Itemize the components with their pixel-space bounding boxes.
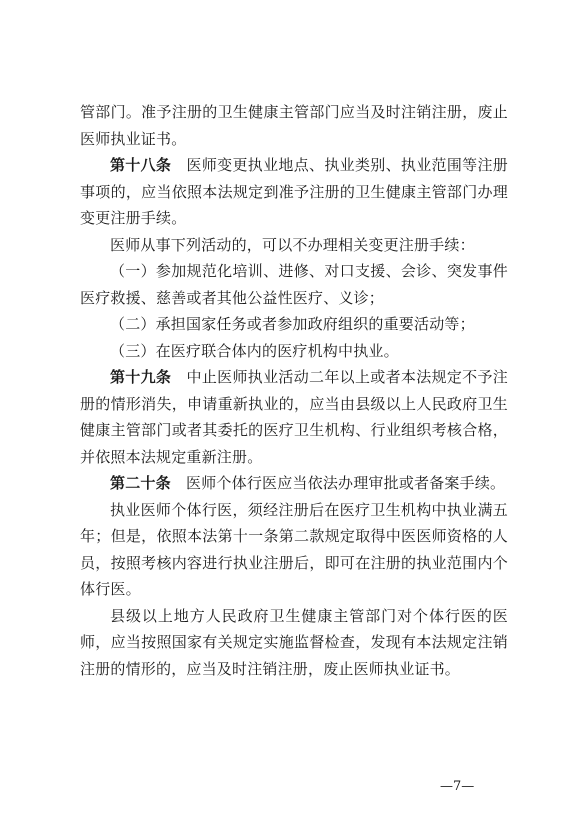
list-item-3 <box>80 338 508 365</box>
article-19 <box>80 364 508 470</box>
paragraph-text: 医师从事下列活动的，可以不办理相关变更注册手续： <box>110 235 475 254</box>
article-18 <box>80 152 508 232</box>
paragraph-1 <box>80 99 508 152</box>
article-heading: 第十九条 <box>110 368 172 386</box>
article-heading: 第十八条 <box>110 156 172 174</box>
paragraph-text: （三）在医疗联合体内的医疗机构中执业。 <box>110 341 399 360</box>
document-body <box>80 99 508 682</box>
paragraph-text: 医师个体行医应当依法办理审批或者备案手续。 <box>170 474 506 492</box>
paragraph-text: （二）承担国家任务或者参加政府组织的重要活动等； <box>110 315 475 333</box>
paragraph-text: 管部门。准予注册的卫生健康主管部门应当及时注销注册，废止医师执业证书。 <box>80 103 508 148</box>
paragraph-text: 中止医师执业活动二年以上或者本法规定不予注册的情形消失，申请重新执业的，应当由县级以上人民政府卫生健康主管部门或者其委托的医疗卫生机构、行业组织考核合格，并依照本法规定重新注册。 <box>80 368 508 466</box>
paragraph-text: （一）参加规范化培训、进修、对口支援、会诊、突发事件医疗救援、慈善或者其他公益性医疗、义诊； <box>80 262 508 307</box>
paragraph-3 <box>80 232 508 259</box>
article-20 <box>80 470 508 497</box>
paragraph-9 <box>80 497 508 603</box>
paragraph-text: 县级以上地方人民政府卫生健康主管部门对个体行医的医师，应当按照国家有关规定实施监督检查，发现有本法规定注销注册的情形的，应当及时注销注册，废止医师执业证书。 <box>80 606 508 678</box>
paragraph-text: 执业医师个体行医，须经注册后在医疗卫生机构中执业满五年；但是，依照本法第十一条第二款规定取得中医医师资格的人员，按照考核内容进行执业注册后，即可在注册的执业范围内个体行医。 <box>80 500 508 598</box>
page-number: —7— <box>440 779 475 794</box>
paragraph-text: 医师变更执业地点、执业类别、执业范围等注册事项的，应当依照本法规定到准予注册的卫生健康主管部门办理变更注册手续。 <box>80 156 508 227</box>
list-item-1 <box>80 258 508 311</box>
list-item-2 <box>80 311 508 338</box>
article-heading: 第二十条 <box>110 474 171 492</box>
paragraph-10 <box>80 603 508 683</box>
